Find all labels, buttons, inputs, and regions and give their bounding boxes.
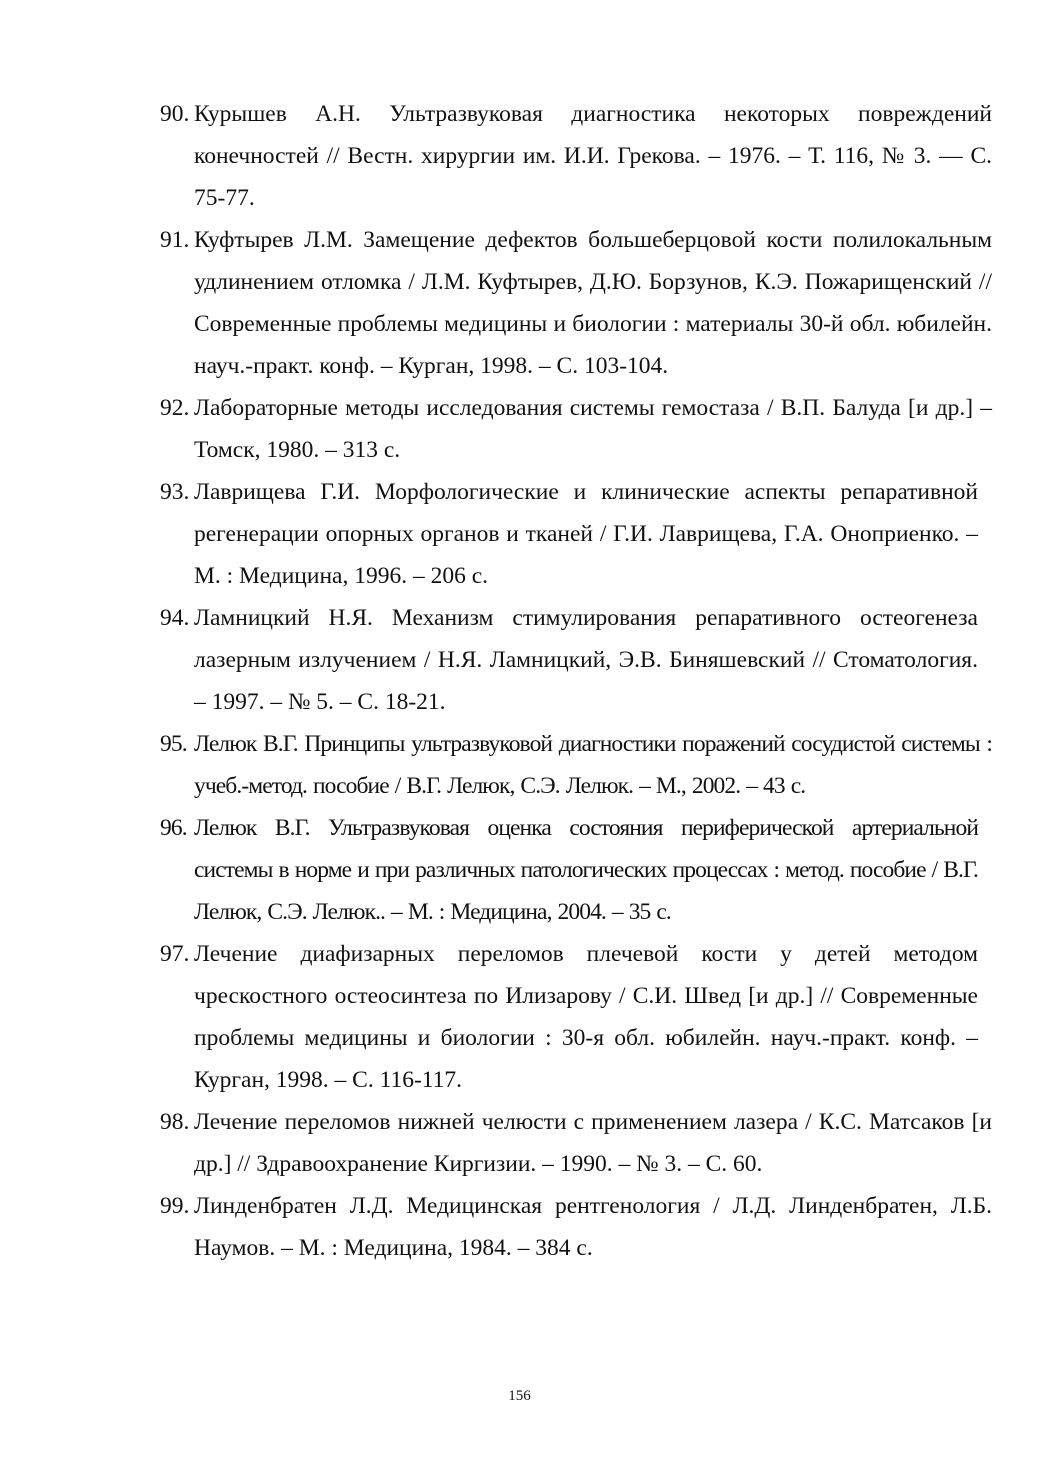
reference-item-99 (160, 1185, 992, 1269)
reference-text: Лечение переломов нижней челюсти с применением лазера / К.С. Матсаков [и др.] // Здравоохранение Киргизии. – 1990. – № 3. – С. 60. (194, 1109, 992, 1177)
reference-item-90 (160, 93, 992, 219)
reference-text: Лелюк В.Г. Ультразвуковая оценка состояния периферической артериальной системы в норме и при различных патологических процессах : метод. пособие / В.Г. Лелюк, С.Э. Лелюк.. – М. : Медицина, 2004. – 35 с. (194, 815, 978, 925)
reference-list (160, 93, 992, 1269)
reference-number: 94. (160, 605, 190, 631)
reference-number: 98. (160, 1109, 190, 1135)
reference-number: 95. (160, 731, 187, 757)
reference-text: Курышев А.Н. Ультразвуковая диагностика некоторых повреждений конечностей // Вестн. хирургии им. И.И. Грекова. – 1976. – Т. 116, № 3. — С. 75-77. (194, 101, 992, 211)
reference-text: Лелюк В.Г. Принципы ультразвуковой диагностики поражений сосудистой системы : учеб.-метод. пособие / В.Г. Лелюк, С.Э. Лелюк. – М., 2002. – 43 с. (194, 731, 992, 799)
reference-item-98 (160, 1101, 992, 1185)
reference-text: Лабораторные методы исследования системы гемостаза / В.П. Балуда [и др.] – Томск, 1980. – 313 с. (194, 395, 992, 463)
reference-item-97 (160, 933, 992, 1101)
reference-item-96 (160, 807, 992, 933)
reference-item-91 (160, 219, 992, 387)
reference-text: Лечение диафизарных переломов плечевой кости у детей методом чрескостного остеосинтеза по Илизарову / С.И. Швед [и др.] // Современные проблемы медицины и биологии : 30-я обл. юбилейн. науч.-практ. конф. – Курган, 1998. – С. 116-117. (194, 941, 978, 1093)
reference-text: Линденбратен Л.Д. Медицинская рентгенология / Л.Д. Линденбратен, Л.Б. Наумов. – М. : Медицина, 1984. – 384 с. (194, 1193, 992, 1261)
reference-item-92 (160, 387, 992, 471)
reference-number: 97. (160, 941, 190, 967)
reference-text: Куфтырев Л.М. Замещение дефектов большеберцовой кости полилокальным удлинением отломка / Л.М. Куфтырев, Д.Ю. Борзунов, К.Э. Пожарищенский // Современные проблемы медицины и биологии : материалы 30-й обл. юбилейн. науч.-практ. конф. – Курган, 1998. – С. 103-104. (194, 227, 992, 379)
reference-text: Ламницкий Н.Я. Механизм стимулирования репаративного остеогенеза лазерным излучением / Н.Я. Ламницкий, Э.В. Биняшевский // Стоматология. – 1997. – № 5. – С. 18-21. (194, 605, 978, 715)
page-number: 156 (508, 1388, 531, 1404)
reference-item-94 (160, 597, 992, 723)
reference-number: 92. (160, 395, 190, 421)
reference-item-95 (160, 723, 992, 807)
reference-number: 91. (160, 227, 190, 253)
reference-text: Лаврищева Г.И. Морфологические и клинические аспекты репаративной регенерации опорных органов и тканей / Г.И. Лаврищева, Г.А. Оноприенко. – М. : Медицина, 1996. – 206 с. (194, 479, 978, 589)
reference-number: 93. (160, 479, 190, 505)
reference-item-93 (160, 471, 992, 597)
reference-number: 99. (160, 1193, 190, 1219)
reference-number: 90. (160, 101, 190, 127)
reference-number: 96. (160, 815, 187, 841)
